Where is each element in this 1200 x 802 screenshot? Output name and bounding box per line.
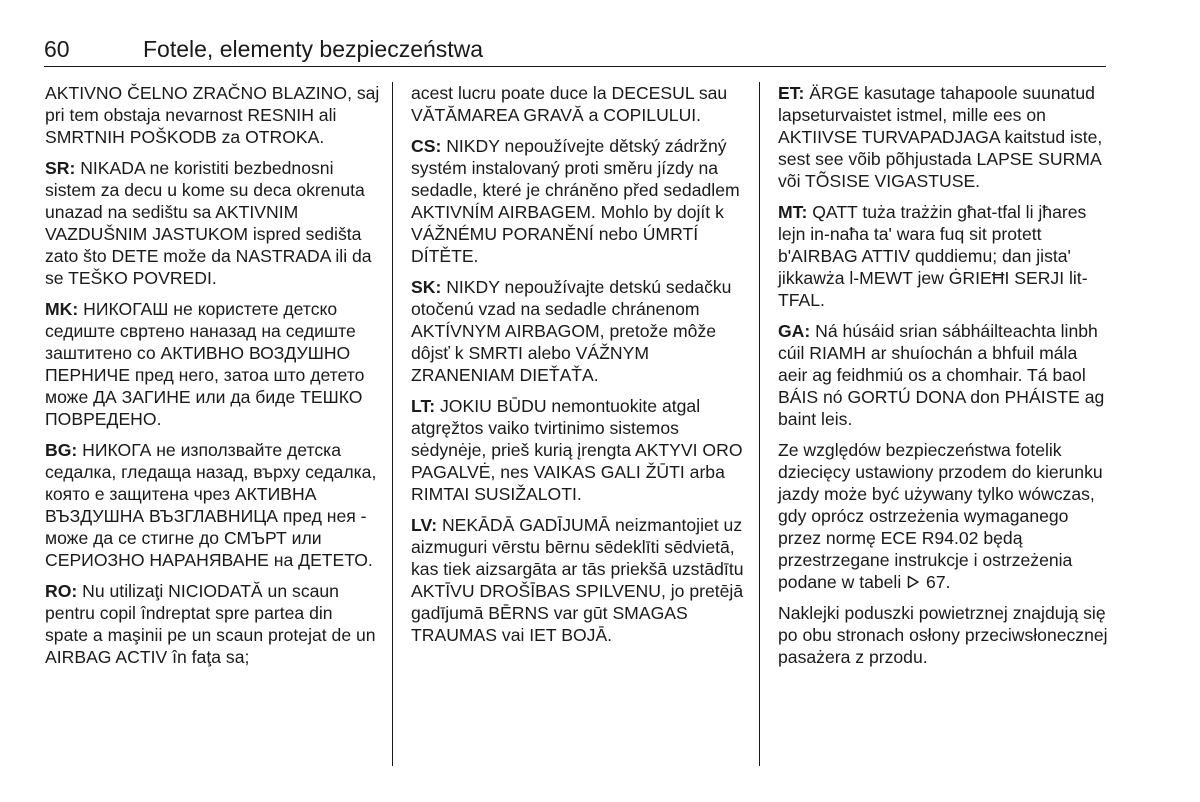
paragraph-text: Naklejki poduszki powietrznej znajdują się po obu stronach osłony przeciwsłonecznej pasażera z przodu. <box>778 603 1108 667</box>
page-title: Fotele, elementy bezpieczeństwa <box>143 36 484 62</box>
language-code: GA: <box>778 321 811 341</box>
paragraph-ro <box>45 580 380 668</box>
paragraph-text: JOKIU BŪDU nemontuokite atgal atgręžtos vaiko tvirtinimo sistemos sėdynėje, prieš kurią įrengta AKTYVI ORO PAGALVĖ, nes VAIKAS GALI ŽŪTI arba RIMTAI SUSIŽALOTI. <box>411 396 743 504</box>
language-code: BG: <box>45 440 78 460</box>
paragraph-text: QATT tuża trażżin għat-tfal li jħares lejn in-naħa ta' wara fuq sit protett b'AIRBAG ATTIV quddiemu; dan jista' jikkawża l-MEWT jew ĠRIEĦI SERJI lit-TFAL. <box>778 202 1088 310</box>
paragraph-sr <box>45 157 380 289</box>
paragraph-bg <box>45 439 380 571</box>
page-number: 60 <box>44 36 70 62</box>
paragraph-text: Nu utilizaţi NICIODATĂ un scaun pentru copil îndreptat spre partea din spate a maşinii pe un scaun protejat de un AIRBAG ACTIV în faţa sa; <box>45 581 376 667</box>
paragraph-et <box>778 82 1108 192</box>
paragraph-sk <box>411 276 746 386</box>
text-column-2 <box>411 82 746 655</box>
text-column-3 <box>778 82 1108 677</box>
paragraph-lt <box>411 395 746 505</box>
page-header <box>44 34 1106 66</box>
paragraph-text: AKTIVNO ČELNO ZRAČNO BLAZINO, saj pri tem obstaja nevarnost RESNIH ali SMRTNIH POŠKODB za OTROKA. <box>45 83 380 147</box>
paragraph-lv <box>411 514 746 646</box>
paragraph-text: NIKDY nepoužívejte dětský zádržný systém instalovaný proti směru jízdy na sedadle, které je chráněno před sedadlem AKTIVNÍM AIRBAGEM. Mohlo by dojít k VÁŽNÉMU PORANĚNÍ nebo ÚMRTÍ DÍTĚTE. <box>411 136 740 266</box>
column-divider <box>392 82 393 766</box>
paragraph-sl-continuation <box>45 82 380 148</box>
paragraph-text: NIKDY nepoužívajte detskú sedačku otočenú vzad na sedadle chránenom AKTÍVNYM AIRBAGOM, pretože môže dôjsť k SMRTI alebo VÁŽNYM ZRANENIAM DIEŤAŤA. <box>411 277 732 385</box>
text-column-1 <box>45 82 380 677</box>
language-code: ET: <box>778 83 805 103</box>
header-rule <box>44 66 1106 67</box>
paragraph-ga <box>778 320 1108 430</box>
column-divider <box>759 82 760 766</box>
language-code: MK: <box>45 299 79 319</box>
language-code: SR: <box>45 158 76 178</box>
paragraph-mt <box>778 201 1108 311</box>
reference-arrow-icon[interactable] <box>907 575 920 592</box>
language-code: SK: <box>411 277 442 297</box>
page-reference[interactable]: 67. <box>921 572 951 592</box>
paragraph-text: acest lucru poate duce la DECESUL sau VĂTĂMAREA GRAVĂ a COPILULUI. <box>411 83 728 125</box>
paragraph-pl-seat-info <box>778 439 1108 593</box>
language-code: MT: <box>778 202 808 222</box>
paragraph-cs <box>411 135 746 267</box>
paragraph-mk <box>45 298 380 430</box>
language-code: LV: <box>411 515 438 535</box>
paragraph-text: ÄRGE kasutage tahapoole suunatud lapseturvaistet istmel, mille ees on AKTIIVSE TURVAPADJAGA kaitstud iste, sest see võib põhjustada LAPSE SURMA või TÕSISE VIGASTUSE. <box>778 83 1103 191</box>
language-code: LT: <box>411 396 436 416</box>
paragraph-pl-airbag-labels <box>778 602 1108 668</box>
paragraph-text: NIKADA ne koristiti bezbednosni sistem za decu u kome su deca okrenuta unazad na sedištu sa AKTIVNIM VAZDUŠNIM JASTUKOM ispred sedišta zato što DETE može da NASTRADA ili da se TEŠKO POVREDI. <box>45 158 372 288</box>
paragraph-text: Ná húsáid srian sábháilteachta linbh cúil RIAMH ar shuíochán a bhfuil mála aeir ag feidhmiú os a chomhair. Tá baol BÁIS nó GORTÚ DONA don PHÁISTE ag baint leis. <box>778 321 1105 429</box>
paragraph-text: НИКОГА не използвайте детска седалка, гледаща назад, върху седалка, която е защитена чрез АКТИВНА ВЪЗДУШНА ВЪЗГЛАВНИЦА пред нея - може да се стигне до СМЪРТ или СЕРИОЗНО НАРАНЯВАНЕ на ДЕТЕТО. <box>45 440 377 570</box>
paragraph-text: Ze względów bezpieczeństwa fotelik dziecięcy ustawiony przodem do kierunku jazdy może być używany tylko wówczas, gdy oprócz ostrzeżenia wymaganego przez normę ECE R94.02 będą przestrzegane instrukcje i ostrzeżenia podane w tabeli <box>778 440 1103 592</box>
paragraph-ro-continuation <box>411 82 746 126</box>
paragraph-text: НИКОГАШ не користете детско седиште свртено наназад на седиште заштитено со АКТИВНО ВОЗДУШНО ПЕРНИЧЕ пред него, затоа што детето може ДА ЗАГИНЕ или да биде ТЕШКО ПОВРЕДЕНО. <box>45 299 365 429</box>
language-code: CS: <box>411 136 442 156</box>
paragraph-text: NEKĀDĀ GADĪJUMĀ neizmantojiet uz aizmuguri vērstu bērnu sēdeklīti sēdvietā, kas tiek aizsargāta ar tās priekšā uzstādītu AKTĪVU DROŠĪBAS SPILVENU, jo pretējā gadījumā BĒRNS var gūt SMAGAS TRAUMAS vai IET BOJĀ. <box>411 515 744 645</box>
language-code: RO: <box>45 581 78 601</box>
